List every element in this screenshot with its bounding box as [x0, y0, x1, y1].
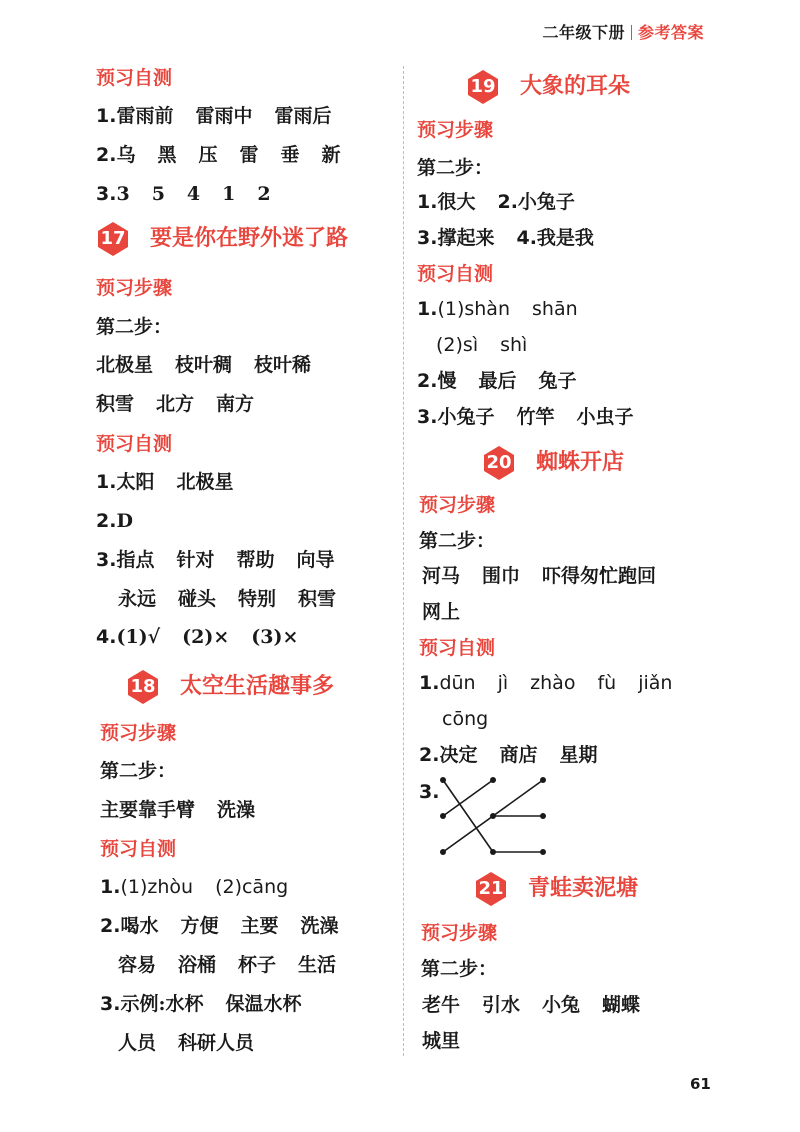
answer-row: 积雪 北方 南方: [96, 393, 255, 415]
answer-row: 3.3 5 4 1 2: [96, 183, 271, 205]
answer-row: 1.雷雨前 雷雨中 雷雨后: [96, 105, 332, 127]
matching-dot: [440, 813, 446, 819]
matching-question: 3.: [419, 781, 440, 803]
book-label: 二年级下册: [542, 23, 625, 42]
answer-row: 人员 科研人员: [118, 1032, 255, 1054]
page-header: [542, 20, 704, 43]
answer-row: 2.慢 最后 兔子: [417, 370, 577, 392]
answer-row: 网上: [422, 601, 461, 623]
section-title: 预习步骤: [96, 277, 173, 299]
matching-dot: [440, 849, 446, 855]
lesson-number-badge: 21: [474, 872, 508, 906]
page-number: 61: [690, 1075, 711, 1093]
section-title: 预习步骤: [419, 494, 496, 516]
matching-diagram: [430, 770, 560, 860]
answer-row: 2.乌 黑 压 雷 垂 新: [96, 144, 341, 166]
answer-row: 3.指点 针对 帮助 向导: [96, 549, 335, 571]
lesson-title: 青蛙卖泥塘: [528, 876, 639, 901]
matching-dot: [540, 813, 546, 819]
lesson-number-badge: 17: [96, 222, 130, 256]
header-separator: [631, 25, 632, 40]
lesson-title: 大象的耳朵: [520, 74, 631, 99]
section-title: 预习自测: [96, 67, 173, 89]
step-label: 第二步：: [417, 157, 494, 179]
matching-dot: [490, 777, 496, 783]
step-label: 第二步：: [421, 958, 498, 980]
section-title: 预习自测: [96, 433, 173, 455]
answer-row: cōng: [442, 708, 489, 730]
matching-dot: [440, 777, 446, 783]
answer-row: 1.很大 2.小兔子: [417, 191, 575, 213]
answer-row: 北极星 枝叶稠 枝叶稀: [96, 354, 312, 376]
section-title: 预习步骤: [100, 722, 177, 744]
answer-key-label: 参考答案: [637, 23, 704, 42]
lesson-number-badge: 18: [126, 670, 160, 704]
matching-line: [443, 780, 493, 816]
answer-row: 1.太阳 北极星: [96, 471, 234, 493]
answer-row: 3.小兔子 竹竿 小虫子: [417, 406, 634, 428]
section-title: 预习步骤: [417, 119, 494, 141]
section-title: 预习自测: [417, 263, 494, 285]
column-divider: [403, 66, 404, 1056]
section-title: 预习自测: [419, 637, 496, 659]
lesson-number-badge: 20: [482, 446, 516, 480]
answer-row: (2)sì shì: [436, 334, 528, 356]
answer-row: 2.决定 商店 星期: [419, 744, 598, 766]
answer-row: 2.D: [96, 510, 133, 532]
answer-row: 河马 围巾 吓得匆忙跑回: [422, 565, 657, 587]
matching-dot: [490, 813, 496, 819]
answer-row: 1.(1)shàn shān: [417, 298, 578, 320]
lesson-number-badge: 19: [466, 70, 500, 104]
lesson-title: 蜘蛛开店: [536, 450, 625, 475]
answer-row: 老牛 引水 小兔 蝴蝶: [422, 994, 641, 1016]
matching-dot: [540, 849, 546, 855]
answer-row: 永远 碰头 特别 积雪: [118, 588, 337, 610]
answer-row: 3.撑起来 4.我是我: [417, 227, 594, 249]
answer-row: 3.示例:水杯 保温水杯: [100, 993, 302, 1015]
step-label: 第二步：: [96, 316, 173, 338]
answer-row: 容易 浴桶 杯子 生活: [118, 954, 337, 976]
matching-dot: [540, 777, 546, 783]
matching-line: [443, 780, 493, 852]
lesson-title: 太空生活趣事多: [180, 674, 335, 699]
answer-row: 1.dūn jì zhào fù jiǎn: [419, 672, 673, 694]
step-label: 第二步：: [100, 760, 177, 782]
answer-row: 主要靠手臂 洗澡: [100, 799, 256, 821]
step-label: 第二步：: [419, 530, 496, 552]
section-title: 预习步骤: [421, 922, 498, 944]
answer-row: 2.喝水 方便 主要 洗澡: [100, 915, 339, 937]
answer-row: 4.(1)√ (2)× (3)×: [96, 626, 299, 648]
answer-row: 城里: [422, 1030, 461, 1052]
section-title: 预习自测: [100, 838, 177, 860]
matching-dot: [490, 849, 496, 855]
answer-row: 1.(1)zhòu (2)cāng: [100, 876, 289, 898]
lesson-title: 要是你在野外迷了路: [150, 226, 349, 251]
